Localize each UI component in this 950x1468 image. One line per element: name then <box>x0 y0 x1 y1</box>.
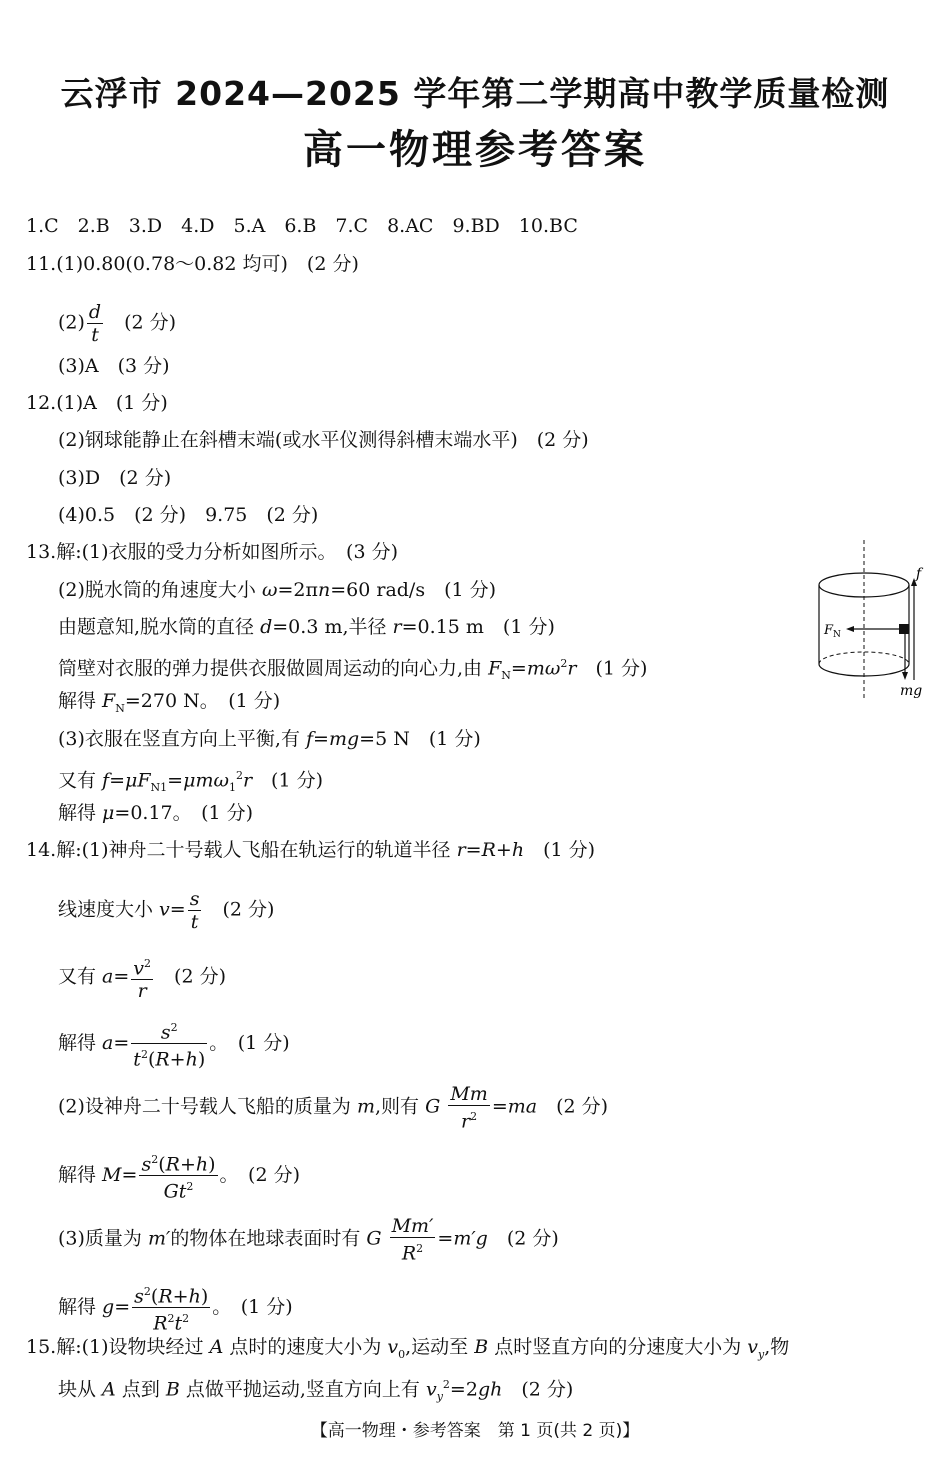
q13-line4: 筒壁对衣服的弹力提供衣服做圆周运动的向心力,由 $F_N=m\omega^2r$ (1 分) <box>58 657 648 683</box>
q13-line2: (2)脱水筒的角速度大小 ω=2πn=60 rad/s (1 分) <box>58 579 497 601</box>
q14-line4: 解得 a= $\frac{s^2}{t^2(R+h)}$ 。 (1 分) <box>58 1017 290 1071</box>
q15-line2: 块从 A 点到 B 点做平抛运动,竖直方向上有 $v_y^2=2gh$ (2 分) <box>58 1378 574 1404</box>
gravity-arrowhead <box>902 672 908 680</box>
fraction-s-over-t: $\frac{s}{t}$ <box>189 888 200 933</box>
q14-line5: (2)设神舟二十号载人飞船的质量为 m,则有 G $\frac{Mm}{r^2}$ =ma (2 分) <box>58 1083 609 1133</box>
q13-line3: 由题意知,脱水筒的直径 d=0.3 m,半径 r=0.15 m (1 分) <box>58 616 555 638</box>
q12-part1: 12.(1)A (1 分) <box>26 392 168 414</box>
q11-part3: (3)A (3 分) <box>58 355 170 377</box>
q14-line8: 解得 g= $\frac{s^2(R+h)}{R^2t^2}$ 。 (1 分) <box>58 1281 293 1335</box>
force-diagram <box>806 540 936 700</box>
q12-part3: (3)D (2 分) <box>58 467 172 489</box>
answer-key-title: 高一物理参考答案 <box>303 127 647 173</box>
fraction-Mm-prime-over-R2: $\frac{Mm'}{R^2}$ <box>391 1215 434 1265</box>
fraction-d-over-t: $\frac{d}{t}$ <box>88 301 102 346</box>
page-footer: 【高一物理・参考答案 第 1 页(共 2 页)】 <box>310 1421 640 1441</box>
q12-part2: (2)钢球能静止在斜槽末端(或水平仪测得斜槽末端水平) (2 分) <box>58 429 589 451</box>
q14-line2: 线速度大小 v= $\frac{s}{t}$ (2 分) <box>58 888 275 933</box>
label-fn: $F_N$ <box>824 623 841 640</box>
fraction-mass: $\frac{s^2(R+h)}{Gt^2}$ <box>139 1149 217 1203</box>
choice-answers: 1.C 2.B 3.D 4.D 5.A 6.B 7.C 8.AC 9.BD 10.BC <box>26 215 578 237</box>
exam-title: 云浮市 2024—2025 学年第二学期高中教学质量检测 <box>60 74 890 113</box>
q13-line5: 解得 $F_N=270$ N。 (1 分) <box>58 690 281 715</box>
q12-part4: (4)0.5 (2 分) 9.75 (2 分) <box>58 504 319 526</box>
q14-line3: 又有 a= $\frac{v^2}{r}$ (2 分) <box>58 953 226 1002</box>
q13-line6: (3)衣服在竖直方向上平衡,有 f=mg=5 N (1 分) <box>58 728 481 750</box>
q11-part2: (2) $\frac{d}{t}$ (2 分) <box>58 301 177 346</box>
clothes-block <box>899 624 909 634</box>
label-f: f <box>916 566 922 582</box>
q13-line1: 13.解:(1)衣服的受力分析如图所示。 (3 分) <box>26 541 398 563</box>
q15-line1: 15.解:(1)设物块经过 A 点时的速度大小为 $v_0$,运动至 B 点时竖直方向的分速度大小为 $v_y$,物 <box>26 1336 790 1361</box>
fraction-gravity: $\frac{s^2(R+h)}{R^2t^2}$ <box>132 1281 210 1335</box>
q13-line8: 解得 μ=0.17。 (1 分) <box>58 802 254 824</box>
q11-part1: 11.(1)0.80(0.78～0.82 均可) (2 分) <box>26 253 359 275</box>
label-mg: mg <box>900 683 923 699</box>
q14-line7: (3)质量为 m′的物体在地球表面时有 G $\frac{Mm'}{R^2}$ =m′g (2 分) <box>58 1215 559 1265</box>
fraction-v2-over-r: $\frac{v^2}{r}$ <box>131 953 153 1002</box>
fraction-Mm-over-r2: $\frac{Mm}{r^2}$ <box>450 1083 488 1133</box>
q14-line6: 解得 M= $\frac{s^2(R+h)}{Gt^2}$ 。 (2 分) <box>58 1149 300 1203</box>
normal-force-arrowhead <box>846 626 854 632</box>
q14-line1: 14.解:(1)神舟二十号载人飞船在轨运行的轨道半径 r=R+h (1 分) <box>26 839 596 861</box>
q13-line7: 又有 $f=\mu F_{N1}=\mu m\omega_1^2r$ (1 分) <box>58 769 324 795</box>
fraction-acceleration: $\frac{s^2}{t^2(R+h)}$ <box>131 1017 207 1071</box>
